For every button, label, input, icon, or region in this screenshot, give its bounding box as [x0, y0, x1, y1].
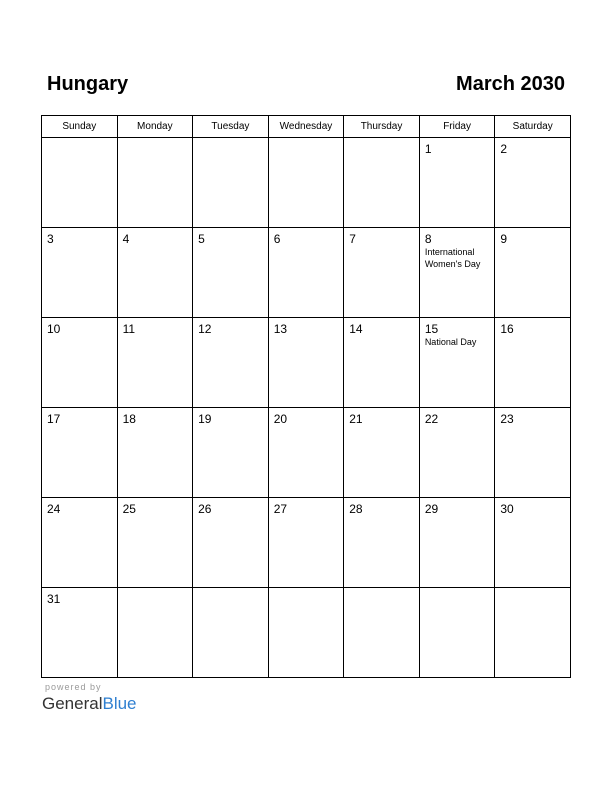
brand-blue-text: Blue — [102, 694, 137, 713]
day-number: 31 — [47, 592, 61, 606]
calendar-grid — [41, 115, 571, 678]
weekday-header: Saturday — [495, 116, 571, 138]
day-cell — [42, 228, 118, 318]
day-number: 20 — [273, 412, 288, 426]
week-row — [42, 408, 571, 498]
day-number: 15 — [424, 322, 439, 336]
day-number: 11 — [122, 322, 136, 336]
day-cell — [344, 408, 420, 498]
day-number: 1 — [424, 142, 432, 156]
day-cell — [495, 408, 571, 498]
brand-general-text: General — [42, 694, 103, 713]
day-number: 10 — [47, 322, 61, 336]
day-number: 8 — [424, 232, 432, 246]
day-number: 4 — [122, 232, 130, 246]
day-cell — [193, 408, 269, 498]
day-number: 12 — [198, 322, 212, 336]
day-number: 17 — [47, 412, 61, 426]
day-number: 14 — [349, 322, 363, 336]
day-cell — [268, 318, 344, 408]
day-cell — [344, 588, 420, 678]
day-number: 13 — [273, 322, 288, 336]
day-cell — [419, 588, 495, 678]
day-cell — [495, 228, 571, 318]
day-cell — [268, 498, 344, 588]
holiday-label: National Day — [424, 337, 477, 347]
week-row — [42, 498, 571, 588]
day-number: 2 — [500, 142, 508, 156]
weekday-header-row — [42, 116, 571, 138]
day-cell — [419, 138, 495, 228]
day-cell — [117, 588, 193, 678]
day-number: 9 — [500, 232, 508, 246]
day-cell — [495, 318, 571, 408]
day-cell — [268, 228, 344, 318]
day-number: 28 — [349, 502, 363, 516]
day-cell — [344, 318, 420, 408]
day-cell — [419, 408, 495, 498]
day-cell — [268, 138, 344, 228]
weekday-header: Sunday — [42, 116, 118, 138]
day-number: 5 — [198, 232, 205, 246]
weekday-header: Friday — [419, 116, 495, 138]
day-number: 16 — [500, 322, 514, 336]
day-number: 22 — [424, 412, 439, 426]
week-row — [42, 228, 571, 318]
weekday-header: Monday — [117, 116, 193, 138]
day-cell — [117, 318, 193, 408]
day-number: 23 — [500, 412, 514, 426]
day-number: 26 — [198, 502, 212, 516]
day-number: 24 — [47, 502, 61, 516]
day-cell — [42, 138, 118, 228]
day-cell — [117, 408, 193, 498]
weekday-header: Thursday — [344, 116, 420, 138]
day-number: 18 — [122, 412, 136, 426]
day-cell — [495, 498, 571, 588]
day-cell — [419, 228, 495, 318]
day-cell — [344, 228, 420, 318]
day-cell — [344, 138, 420, 228]
day-cell — [42, 588, 118, 678]
day-cell — [42, 408, 118, 498]
day-number: 30 — [500, 502, 514, 516]
weekday-header: Wednesday — [268, 116, 344, 138]
week-row — [42, 138, 571, 228]
month-title: March 2030 — [456, 73, 565, 95]
day-number: 6 — [273, 232, 281, 246]
day-number: 29 — [424, 502, 439, 516]
holiday-label: International Women's Day — [424, 247, 481, 269]
day-cell — [344, 498, 420, 588]
day-cell — [268, 408, 344, 498]
powered-by-label: powered by — [45, 682, 102, 692]
day-cell — [193, 228, 269, 318]
day-cell — [419, 498, 495, 588]
day-cell — [268, 588, 344, 678]
day-number: 3 — [47, 232, 54, 246]
weekday-header: Tuesday — [193, 116, 269, 138]
day-number: 25 — [122, 502, 136, 516]
day-number: 27 — [273, 502, 288, 516]
day-cell — [495, 588, 571, 678]
day-cell — [117, 498, 193, 588]
day-cell — [117, 228, 193, 318]
day-cell — [495, 138, 571, 228]
day-cell — [117, 138, 193, 228]
brand-logo[interactable] — [42, 693, 137, 715]
day-number: 21 — [349, 412, 363, 426]
country-title: Hungary — [47, 73, 129, 95]
day-number: 7 — [349, 232, 356, 246]
week-row — [42, 588, 571, 678]
day-cell — [193, 138, 269, 228]
day-cell — [193, 588, 269, 678]
day-number: 19 — [198, 412, 212, 426]
day-cell — [193, 498, 269, 588]
day-cell — [42, 318, 118, 408]
day-cell — [42, 498, 118, 588]
day-cell — [193, 318, 269, 408]
day-cell — [419, 318, 495, 408]
week-row — [42, 318, 571, 408]
